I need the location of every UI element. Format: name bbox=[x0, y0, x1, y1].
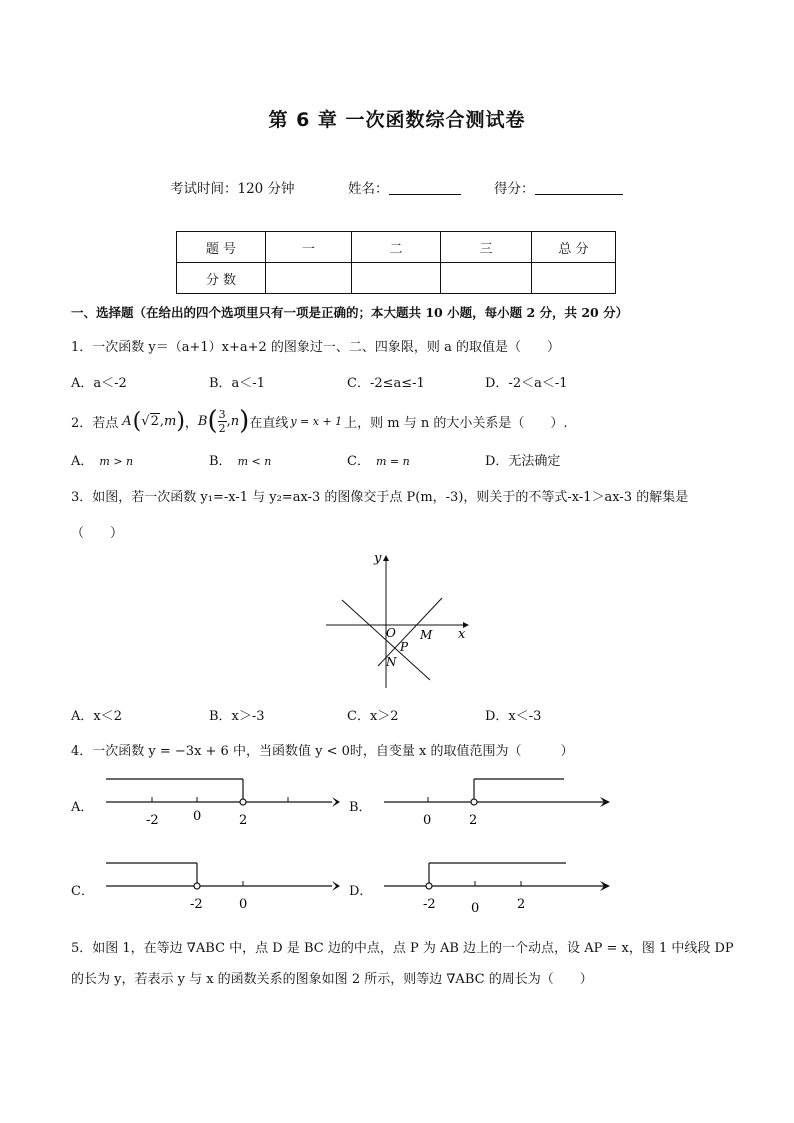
name-field[interactable] bbox=[348, 177, 461, 197]
question-2-stem: 2．若点 A ( √ 2 , m ) ， B ( $\frac{3}{2}$ , n ) 在直线 y = x + 1 上，则 m 与 n 的大小关系是（ ）. bbox=[71, 406, 568, 436]
question-1-stem: 1．一次函数 y＝（a+1）x+a+2 的图象过一、二、四象限，则 a 的取值是（ ） bbox=[71, 340, 560, 355]
graph-label-n: N bbox=[386, 655, 397, 669]
section-heading: 一、选择题（在给出的四个选项里只有一项是正确的；本大题共 10 小题，每小题 2 分，共 20 分） bbox=[71, 305, 629, 320]
q3-option-b[interactable]: B．x＞-3 bbox=[209, 709, 265, 724]
table-header-cell: 三 bbox=[441, 232, 532, 263]
table-header-cell: 一 bbox=[266, 232, 352, 263]
q3-graph bbox=[320, 548, 480, 693]
q2-paren-open-b: ( bbox=[207, 406, 218, 436]
question-3-stem: 3．如图，若一次函数 y₁=-x-1 与 y₂=ax-3 的图像交于点 P(m，-3)，则关于的不等式-x-1＞ax-3 的解集是 bbox=[71, 490, 689, 505]
q2-option-d[interactable]: D．无法确定 bbox=[485, 454, 561, 469]
q4-option-c-numberline[interactable] bbox=[100, 852, 340, 914]
q4-option-c-label[interactable]: C． bbox=[71, 884, 94, 899]
q2-sqrt-icon: √ bbox=[141, 413, 150, 429]
question-5-line1: 5．如图 1，在等边 ∇ABC 中，点 D 是 BC 边的中点，点 P 为 AB 边上的一个动点，设 AP = x，图 1 中线段 DP bbox=[71, 941, 734, 956]
exam-time: 考试时间：120 分钟 bbox=[170, 181, 295, 197]
q2-option-b[interactable]: B． m < n bbox=[209, 454, 272, 469]
q1-option-b[interactable]: B．a＜-1 bbox=[209, 376, 265, 391]
q1-option-d[interactable]: D．-2＜a＜-1 bbox=[485, 376, 568, 391]
q2-line-eq: y = x + 1 bbox=[290, 414, 343, 428]
q4-option-d-label[interactable]: D． bbox=[349, 884, 373, 899]
q3-option-c[interactable]: C．x＞2 bbox=[347, 709, 399, 724]
tick-label: -2 bbox=[423, 897, 436, 912]
page-title: 第 6 章 一次函数综合测试卷 bbox=[268, 109, 526, 131]
graph-label-p: P bbox=[400, 640, 409, 654]
tick-label: 2 bbox=[469, 813, 478, 828]
score-table-header-row bbox=[177, 232, 616, 263]
q4-option-a-label[interactable]: A． bbox=[71, 800, 94, 815]
tick-label: -2 bbox=[190, 897, 203, 912]
question-5-line2: 的长为 y，若表示 y 与 x 的函数关系的图象如图 2 所示，则等边 ∇ABC 的周长为（ ） bbox=[71, 972, 593, 987]
q2-point-b: B bbox=[197, 413, 208, 429]
q4-option-b-label[interactable]: B． bbox=[349, 800, 372, 815]
question-3-paren: （ ） bbox=[71, 526, 124, 541]
graph-label-x: x bbox=[458, 627, 466, 642]
graph-label-o: O bbox=[386, 626, 396, 640]
q2-m: m bbox=[163, 413, 177, 429]
q2-frac-num: 3 bbox=[218, 407, 226, 421]
table-row-label: 分 数 bbox=[177, 263, 266, 294]
q4-option-a-numberline[interactable] bbox=[100, 768, 340, 830]
tick-label: 2 bbox=[239, 813, 248, 828]
score-table-row bbox=[177, 263, 616, 294]
q2-point-a: A bbox=[122, 413, 132, 429]
q3-option-a[interactable]: A．x＜2 bbox=[71, 709, 122, 724]
graph-label-y: y bbox=[374, 551, 382, 566]
table-header-cell: 总 分 bbox=[532, 232, 616, 263]
q2-tail: 上，则 m 与 n 的大小关系是（ ）. bbox=[344, 415, 568, 431]
q1-option-a[interactable]: A．a＜-2 bbox=[71, 376, 127, 391]
q2-paren-close-b: ) bbox=[239, 406, 250, 436]
table-header-cell: 二 bbox=[352, 232, 441, 263]
graph-label-m: M bbox=[420, 628, 433, 642]
q1-option-c[interactable]: C．-2≤a≤-1 bbox=[347, 376, 425, 391]
tick-label: 0 bbox=[471, 901, 480, 914]
table-header-cell: 题 号 bbox=[177, 232, 266, 263]
q2-option-c[interactable]: C． m = n bbox=[347, 454, 410, 469]
score-blank[interactable] bbox=[535, 180, 623, 195]
tick-label: 0 bbox=[239, 897, 248, 912]
q2-comma: ， bbox=[184, 415, 198, 431]
q3-option-d[interactable]: D．x＜-3 bbox=[485, 709, 542, 724]
q2-paren-open: ( bbox=[132, 408, 142, 434]
score-label: 得分： bbox=[494, 181, 535, 197]
q4-option-d-numberline[interactable] bbox=[378, 852, 614, 914]
q2-fraction bbox=[218, 408, 227, 435]
tick-label: 0 bbox=[423, 813, 432, 828]
q2-paren-close: ) bbox=[176, 408, 185, 434]
q2-number: 2．若点 bbox=[71, 415, 119, 431]
tick-label: -2 bbox=[146, 813, 159, 828]
tick-label: 2 bbox=[517, 897, 526, 912]
score-field[interactable] bbox=[494, 177, 623, 197]
q2-frac-den: 2 bbox=[218, 421, 226, 435]
q2-n: n bbox=[230, 413, 240, 429]
tick-label: 0 bbox=[193, 809, 202, 824]
q2-option-a[interactable]: A． m > n bbox=[71, 454, 134, 469]
name-label: 姓名： bbox=[348, 181, 389, 197]
table-cell[interactable] bbox=[352, 263, 441, 294]
q4-option-b-numberline[interactable] bbox=[378, 768, 614, 830]
q2-mid: 在直线 bbox=[249, 415, 289, 431]
table-cell[interactable] bbox=[532, 263, 616, 294]
score-table bbox=[176, 231, 616, 294]
name-blank[interactable] bbox=[389, 180, 461, 195]
q2-sqrt2: 2 bbox=[150, 414, 159, 429]
question-4-stem: 4．一次函数 y = −3x + 6 中，当函数值 y < 0时，自变量 x 的取值范围为（ ） bbox=[71, 744, 574, 759]
table-cell[interactable] bbox=[266, 263, 352, 294]
table-cell[interactable] bbox=[441, 263, 532, 294]
